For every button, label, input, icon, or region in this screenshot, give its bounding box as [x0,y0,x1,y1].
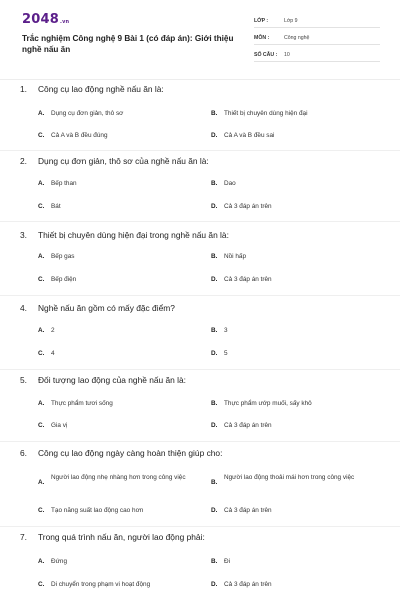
option-key: D. [211,276,218,283]
option-key: A. [38,479,45,486]
meta-row-grade [254,14,380,28]
question-text [20,230,229,240]
question-divider [0,295,400,296]
option-key: B. [211,327,218,334]
question-number: 2. [20,156,27,166]
option-text: Người lao động nhẹ nhàng hơn trong công việc [51,474,186,481]
option-text: 4 [51,350,55,357]
meta-label: SỐ CÂU : [254,52,278,58]
option-key: D. [211,507,218,514]
option-text: Thực phẩm ướp muối, sấy khô [224,400,312,407]
option-text: Cả A và B đều đúng [51,132,108,139]
option-key: D. [211,350,218,357]
option-text: 5 [224,350,228,357]
question-divider [0,369,400,370]
question-divider [0,221,400,222]
option-key: B. [211,479,218,486]
question-label: Trong quá trình nấu ăn, người lao động phải: [38,532,205,542]
page-title: Trắc nghiệm Công nghệ 9 Bài 1 (có đáp án): Giới thiệu nghề nấu ăn [22,34,234,54]
option-text: Bếp than [51,180,77,187]
question-text [20,375,186,385]
option-text: Người lao động thoải mái hơn trong công việc [224,474,355,481]
header-divider [0,79,400,80]
question-text [20,448,222,458]
option-key: C. [38,581,45,588]
option-key: A. [38,253,45,260]
option-key: C. [38,203,45,210]
option-key: A. [38,110,45,117]
meta-label: LỚP : [254,18,269,24]
option-text: Nồi hấp [224,253,247,260]
option-key: C. [38,507,45,514]
option-text: Tạo năng suất lao động cao hơn [51,507,144,514]
option-key: C. [38,350,45,357]
option-key: B. [211,558,218,565]
option-key: D. [211,581,218,588]
option-text: Cả 3 đáp án trên [224,276,272,283]
option-key: A. [38,327,45,334]
question-label: Nghề nấu ăn gồm có mấy đặc điểm? [38,303,175,313]
question-number: 4. [20,303,27,313]
option-text: Gia vị [51,422,68,429]
question-number: 7. [20,532,27,542]
option-key: C. [38,276,45,283]
meta-label: MÔN : [254,35,270,41]
question-divider [0,441,400,442]
option-text: Cả A và B đều sai [224,132,275,139]
option-text: Cả 3 đáp án trên [224,422,272,429]
option-key: D. [211,203,218,210]
question-number: 6. [20,448,27,458]
question-label: Công cụ lao động ngày càng hoàn thiện giúp cho: [38,448,223,458]
question-text [20,156,209,166]
option-key: C. [38,422,45,429]
option-key: B. [211,110,218,117]
option-text: Bếp điện [51,276,77,283]
meta-row-count [254,48,380,62]
option-text: Di chuyển trong phạm vi hoạt động [51,581,151,588]
option-key: D. [211,422,218,429]
question-number: 3. [20,230,27,240]
question-label: Dụng cụ đơn giản, thô sơ của nghề nấu ăn là: [38,156,209,166]
option-text: Bếp gas [51,253,75,260]
option-text: Bát [51,203,61,210]
option-key: B. [211,180,218,187]
meta-value: Lớp 9 [284,18,298,24]
question-text [20,303,175,313]
question-divider [0,150,400,151]
meta-value: 10 [284,52,290,58]
option-text: 2 [51,327,55,334]
option-text: Thực phẩm tươi sống [51,400,113,407]
question-number: 1. [20,84,27,94]
option-text: Cả 3 đáp án trên [224,203,272,210]
question-number: 5. [20,375,27,385]
option-key: B. [211,253,218,260]
question-divider [0,526,400,527]
question-label: Đối tượng lao động của nghề nấu ăn là: [38,375,186,385]
option-text: Cả 3 đáp án trên [224,507,272,514]
option-key: A. [38,558,45,565]
option-text: Đứng [51,558,68,565]
option-text: Đi [224,558,231,565]
option-text: Cả 3 đáp án trên [224,581,272,588]
logo-tld: .vn [59,19,70,25]
meta-info [254,14,380,65]
option-key: B. [211,400,218,407]
question-label: Thiết bị chuyên dùng hiện đại trong nghề nấu ăn là: [38,230,229,240]
meta-row-subject [254,31,380,45]
page-header [0,0,400,78]
question-text [20,84,164,94]
option-text: Dụng cụ đơn giản, thô sơ [51,110,124,117]
logo-main: 2048 [22,12,59,27]
option-key: D. [211,132,218,139]
option-key: A. [38,180,45,187]
meta-value: Công nghệ [284,35,310,41]
option-text: 3 [224,327,228,334]
option-text: Thiết bị chuyên dùng hiện đại [224,110,308,117]
option-key: C. [38,132,45,139]
question-label: Công cụ lao động nghề nấu ăn là: [38,84,164,94]
site-logo[interactable] [22,12,69,27]
question-text [20,532,205,542]
option-key: A. [38,400,45,407]
option-text: Dao [224,180,236,187]
